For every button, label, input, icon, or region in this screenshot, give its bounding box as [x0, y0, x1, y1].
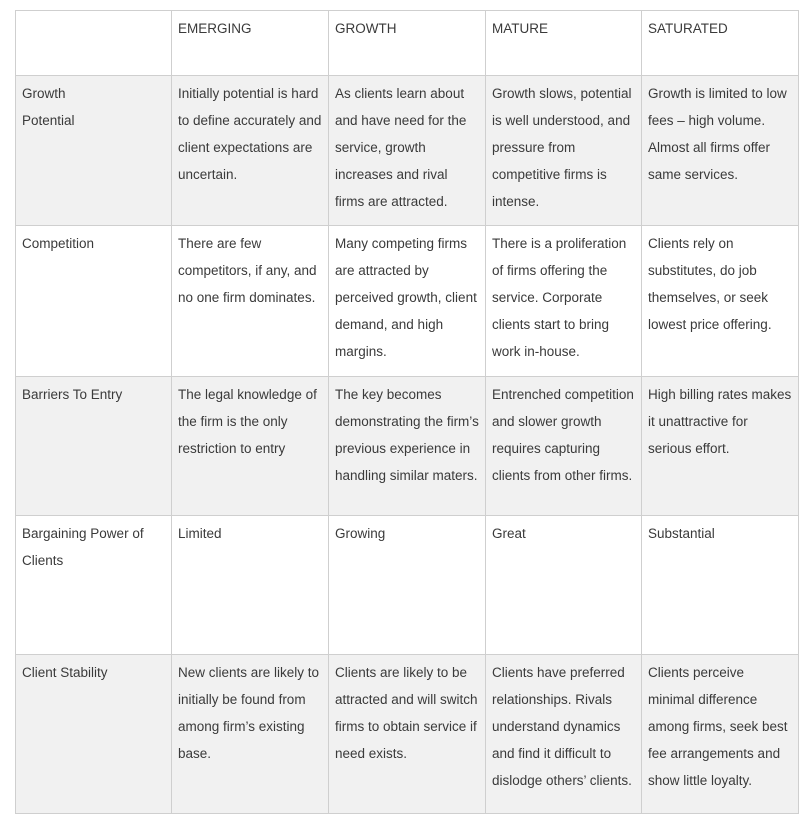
- row-label: Competition: [16, 226, 172, 377]
- table-cell: Growth slows, potential is well understood, and pressure from competitive firms is intense.: [486, 76, 642, 226]
- column-header-growth: GROWTH: [329, 11, 486, 76]
- table-row-growth-potential: [16, 76, 799, 226]
- table-row-barriers-to-entry: [16, 377, 799, 516]
- table-cell: Substantial: [642, 516, 799, 655]
- table-cell: Clients have preferred relationships. Rivals understand dynamics and find it difficult to dislodge others’ clients.: [486, 655, 642, 814]
- table-cell: Great: [486, 516, 642, 655]
- table-row-competition: [16, 226, 799, 377]
- row-label: Growth Potential: [16, 76, 172, 226]
- table-cell: Many competing firms are attracted by perceived growth, client demand, and high margins.: [329, 226, 486, 377]
- table-cell: Growth is limited to low fees – high volume. Almost all firms offer same services.: [642, 76, 799, 226]
- corner-cell: [16, 11, 172, 76]
- table-cell: Clients are likely to be attracted and will switch firms to obtain service if need exists.: [329, 655, 486, 814]
- table-cell: Clients perceive minimal difference among firms, seek best fee arrangements and show little loyalty.: [642, 655, 799, 814]
- table-cell: Initially potential is hard to define accurately and client expectations are uncertain.: [172, 76, 329, 226]
- table-cell: New clients are likely to initially be found from among firm’s existing base.: [172, 655, 329, 814]
- header-row: [16, 11, 799, 76]
- row-label: Bargaining Power of Clients: [16, 516, 172, 655]
- table-cell: Growing: [329, 516, 486, 655]
- table-cell: Clients rely on substitutes, do job themselves, or seek lowest price offering.: [642, 226, 799, 377]
- table-cell: The key becomes demonstrating the firm’s previous experience in handling similar maters.: [329, 377, 486, 516]
- column-header-mature: MATURE: [486, 11, 642, 76]
- row-label: Barriers To Entry: [16, 377, 172, 516]
- table-cell: There is a proliferation of firms offering the service. Corporate clients start to bring work in-house.: [486, 226, 642, 377]
- table-cell: Entrenched competition and slower growth requires capturing clients from other firms.: [486, 377, 642, 516]
- market-stage-table: [15, 10, 799, 814]
- table-cell: High billing rates makes it unattractive for serious effort.: [642, 377, 799, 516]
- table-cell: Limited: [172, 516, 329, 655]
- column-header-emerging: EMERGING: [172, 11, 329, 76]
- table-row-bargaining-power: [16, 516, 799, 655]
- column-header-saturated: SATURATED: [642, 11, 799, 76]
- table-cell: As clients learn about and have need for the service, growth increases and rival firms are attracted.: [329, 76, 486, 226]
- table-cell: The legal knowledge of the firm is the only restriction to entry: [172, 377, 329, 516]
- row-label: Client Stability: [16, 655, 172, 814]
- table-row-client-stability: [16, 655, 799, 814]
- table-cell: There are few competitors, if any, and no one firm dominates.: [172, 226, 329, 377]
